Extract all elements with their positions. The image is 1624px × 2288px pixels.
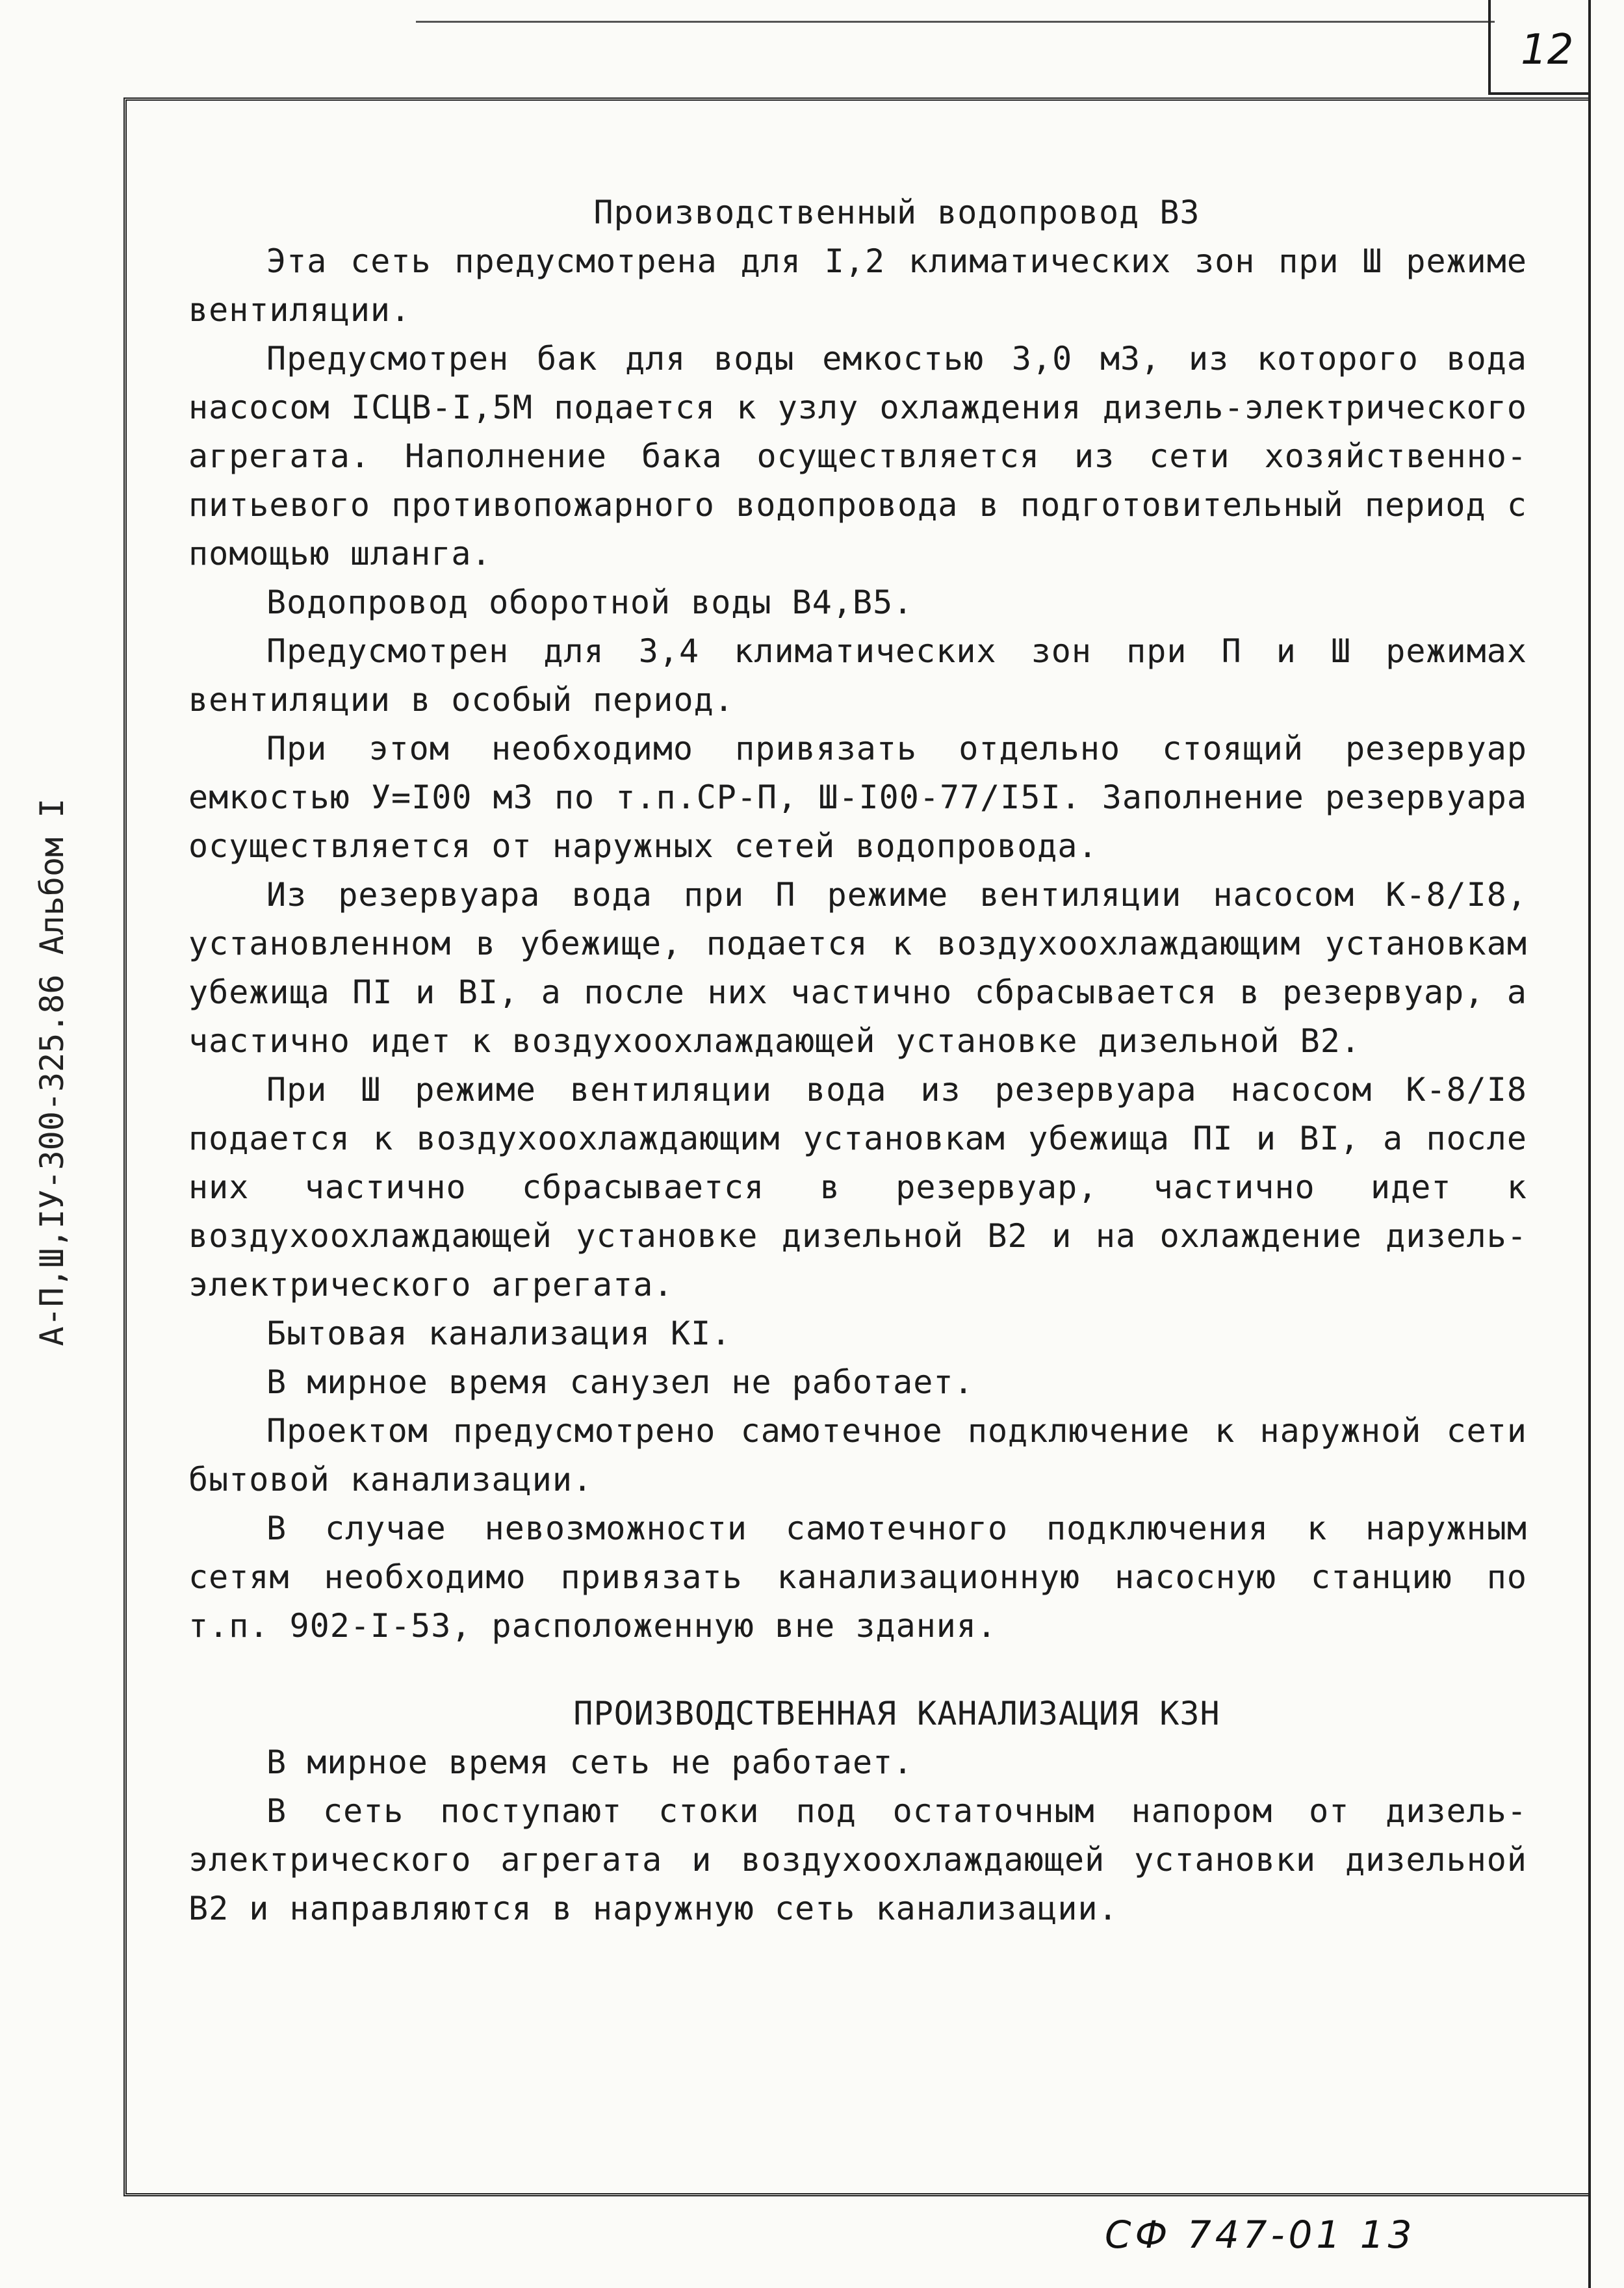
page-right-border — [1588, 0, 1591, 2288]
document-code: СФ 747-01 13 — [1105, 2213, 1416, 2257]
paragraph: В случае невозможности самотечного подключения к наружным сетям необходимо привязать канализационную насосную станцию по т.п. 902-I-53, расположенную вне здания. — [188, 1510, 1527, 1645]
section2-title: ПРОИЗВОДСТВЕННАЯ КАНАЛИЗАЦИЯ К3Н — [573, 1695, 1220, 1732]
top-rule — [416, 21, 1495, 23]
paragraph: Предусмотрен бак для воды емкостью 3,0 м3, из которого вода насосом IСЦВ-I,5М подается к узлу охлаждения дизель-электрического агрегата. Наполнение бака осуществляется из сети хозяйственно-питьевого противопожарного водопровода в подготовительный период с помощью шланга. — [188, 340, 1527, 572]
paragraph: Проектом предусмотрено самотечное подключение к наружной сети бытовой канализации. — [188, 1412, 1527, 1498]
side-label: А-П,Ш,IУ-300-325.86 Альбом I — [33, 798, 71, 1346]
page-number: 12 — [1521, 26, 1574, 74]
paragraph: Предусмотрен для 3,4 климатических зон при П и Ш режимах вентиляции в особый период. — [188, 632, 1527, 719]
paragraph: Водопровод оборотной воды В4,В5. — [266, 584, 914, 621]
paragraph: При Ш режиме вентиляции вода из резервуара насосом К-8/I8 подается к воздухоохлаждающим установкам убежища ПI и ВI, а после них частично сбрасывается в резервуар, частично идет к воздухоохлаждающей установке дизельной В2 и на охлаждение дизель-электрического агрегата. — [188, 1071, 1527, 1304]
paragraph: Бытовая канализация КI. — [266, 1315, 732, 1352]
paragraph: Из резервуара вода при П режиме вентиляции насосом К-8/I8, установленном в убежище, подается к воздухоохлаждающим установкам убежища ПI и ВI, а после них частично сбрасывается в резервуар, а частично идет к воздухоохлаждающей установке дизельной В2. — [188, 876, 1527, 1060]
paragraph: Эта сеть предусмотрена для I,2 климатических зон при Ш режиме вентиляции. — [188, 242, 1527, 329]
paragraph: В сеть поступают стоки под остаточным напором от дизель-электрического агрегата и воздухоохлаждающей установки дизельной В2 и направляются в наружную сеть канализации. — [188, 1792, 1527, 1927]
document-body — [188, 188, 1527, 1933]
paragraph: В мирное время сеть не работает. — [266, 1743, 914, 1781]
section1-title: Производственный водопровод В3 — [593, 194, 1200, 231]
paragraph: В мирное время санузел не работает. — [266, 1363, 974, 1401]
paragraph: При этом необходимо привязать отдельно стоящий резервуар емкостью У=I00 м3 по т.п.СР-П, Ш-I00-77/I5I. Заполнение резервуара осуществляется от наружных сетей водопровода. — [188, 730, 1527, 865]
